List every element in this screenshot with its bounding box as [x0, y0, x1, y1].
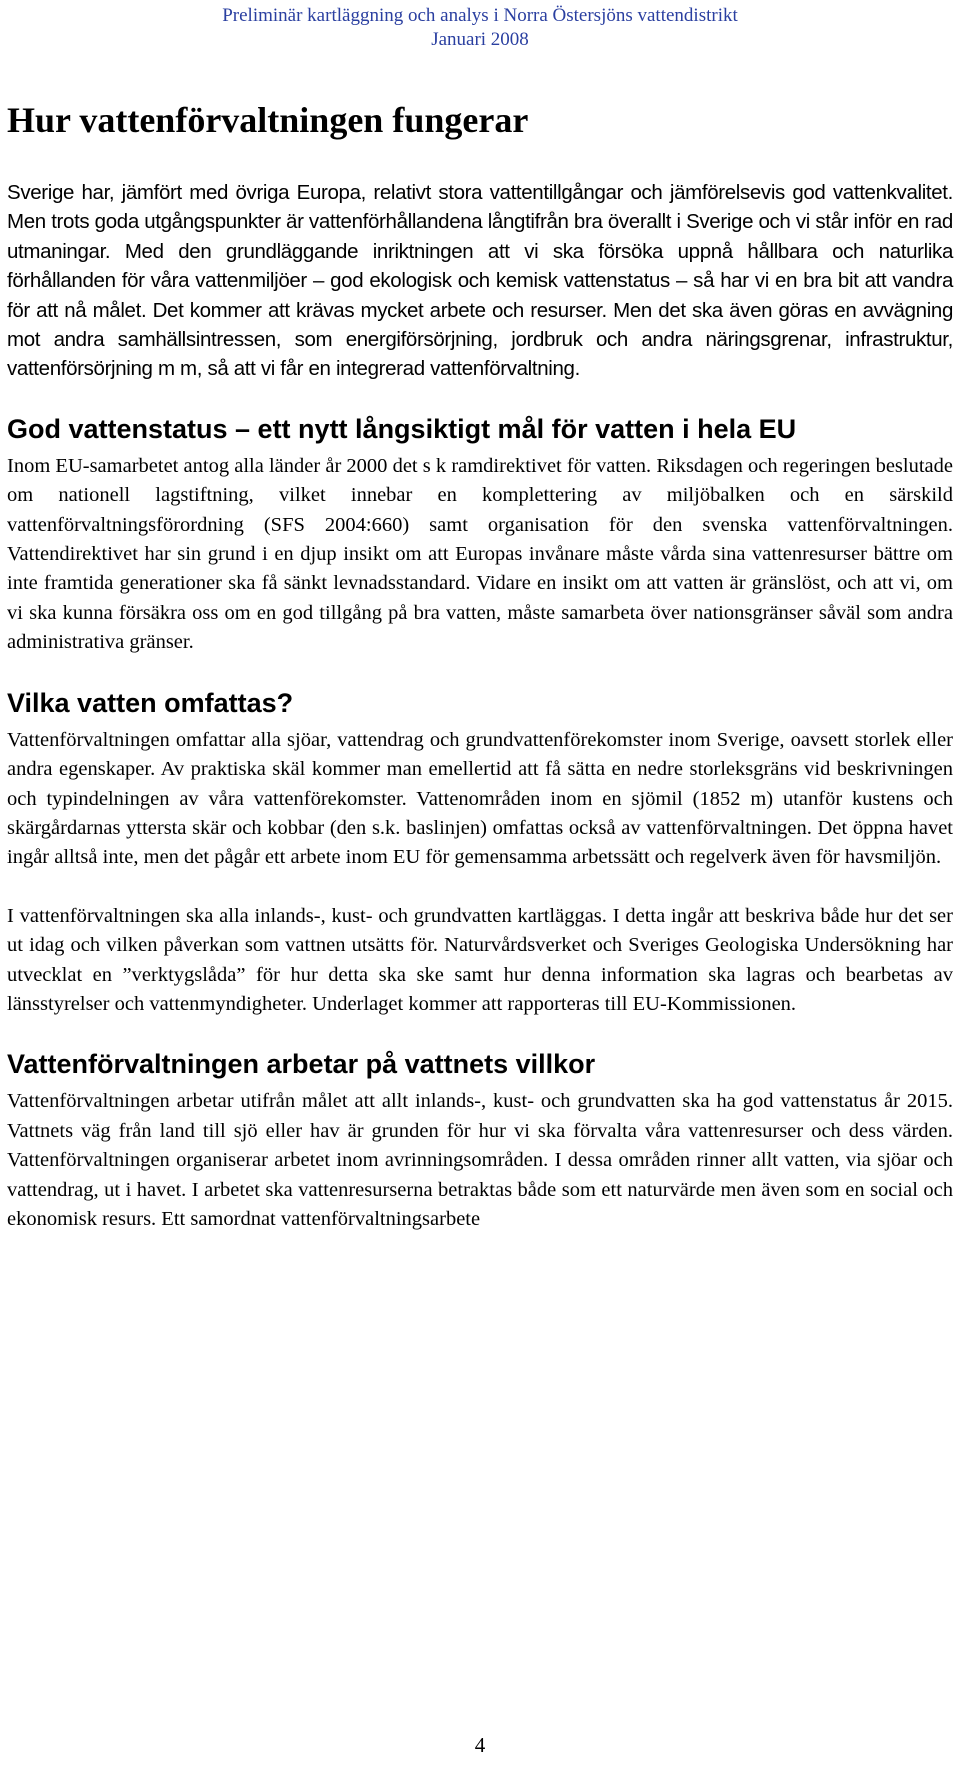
running-header — [0, 4, 960, 52]
section-vilka-vatten — [7, 686, 953, 1020]
section-paragraph: Vattenförvaltningen arbetar utifrån målet att allt inlands-, kust- och grundvatten ska ha god vattenstatus år 2015. Vattnets väg från land till sjö eller hav är grunden för hur vi ska förvalta våra vattenresurser och dess värden. Vattenförvaltningen organiserar arbetet inom avrinningsområden. I dessa områden rinner allt vatten, via sjöar och vattendrag, ut i havet. I arbetet ska vattenresurserna betraktas både som ett naturvärde men även som en social och ekonomisk resurs. Ett samordnat vattenförvaltningsarbete — [7, 1090, 953, 1230]
section-paragraph: Vattenförvaltningen omfattar alla sjöar, vattendrag och grundvattenförekomster inom Sverige, oavsett storlek eller andra egenskaper. Av praktiska skäl kommer man emellertid att få sätta en nedre storleksgräns vid beskrivningen och typindelningen av våra vattenförekomster. Vattenområden inom en sjömil (1852 m) utanför kustens och skärgårdarnas yttersta skär och kobbar (den s.k. baslinjen) omfattas också av vattenförvaltningen. Det öppna havet ingår alltså inte, men det pågår ett arbete inom EU för gemensamma arbetssätt och regelverk även för havsmiljön. — [7, 728, 953, 869]
page-number: 4 — [474, 1733, 486, 1757]
page-title: Hur vattenförvaltningen fungerar — [7, 100, 529, 140]
section-heading: Vilka vatten omfattas? — [7, 687, 294, 718]
intro-paragraph: Sverige har, jämfört med övriga Europa, relativt stora vattentillgångar och jämförelsevis god vattenkvalitet. Men trots goda utgångspunkter är vattenförhållandena långtifrån bra överallt i Sverige och vi står inför en rad utmaningar. Med den grundläggande inriktningen att vi ska försöka uppnå hållbara och naturlika förhållanden för våra vattenmiljöer – god ekologisk och kemisk vattenstatus – så har vi en bra bit att vandra för att nå målet. Det kommer att krävas mycket arbete och resurser. Men det ska även göras en avvägning mot andra samhällsintressen, som energiförsörjning, jordbruk och andra näringsgrenar, infrastruktur, vattenförsörjning m m, så att vi får en integrerad vattenförvaltning. — [7, 181, 953, 381]
section-heading: God vattenstatus – ett nytt långsiktigt mål för vatten i hela EU — [7, 413, 797, 444]
document-body — [7, 98, 953, 1234]
section-paragraph: Inom EU-samarbetet antog alla länder år 2000 det s k ramdirektivet för vatten. Riksdagen och regeringen beslutade om nationell lagstiftning, vilket innebar en komplettering av miljöbalken och en särskild vattenförvaltningsförordning (SFS 2004:660) samt organisation för den svenska vattenförvaltningen. Vattendirektivet har sin grund i en djup insikt om att Europas invånare måste vårda sina vattenresurser bättre om inte framtida generationer ska få sänkt levnadsstandard. Vidare en insikt om att vatten är gränslöst, och att vi, om vi ska kunna försäkra oss om en god tillgång på bra vatten, måste samarbeta över nationsgränser såväl som andra administrativa gränser. — [7, 454, 953, 654]
header-report-title: Preliminär kartläggning och analys i Norra Östersjöns vattendistrikt — [222, 5, 738, 26]
section-vattnets-villkor — [7, 1047, 953, 1234]
section-heading: Vattenförvaltningen arbetar på vattnets villkor — [7, 1049, 596, 1080]
section-god-vattenstatus — [7, 412, 953, 658]
section-paragraph: I vattenförvaltningen ska alla inlands-, kust- och grundvatten kartläggas. I detta ingår att beskriva både hur det ser ut idag och vilken påverkan som vattnen utsätts för. Naturvårdsverket och Sveriges Geologiska Undersökning har utvecklat en ”verktygslåda” för hur detta ska ske samt hur denna information ska lagras och bearbetas av länsstyrelser och vattenmyndigheter. Underlaget kommer att rapporteras till EU-Kommissionen. — [7, 904, 953, 1015]
header-date: Januari 2008 — [431, 29, 529, 50]
